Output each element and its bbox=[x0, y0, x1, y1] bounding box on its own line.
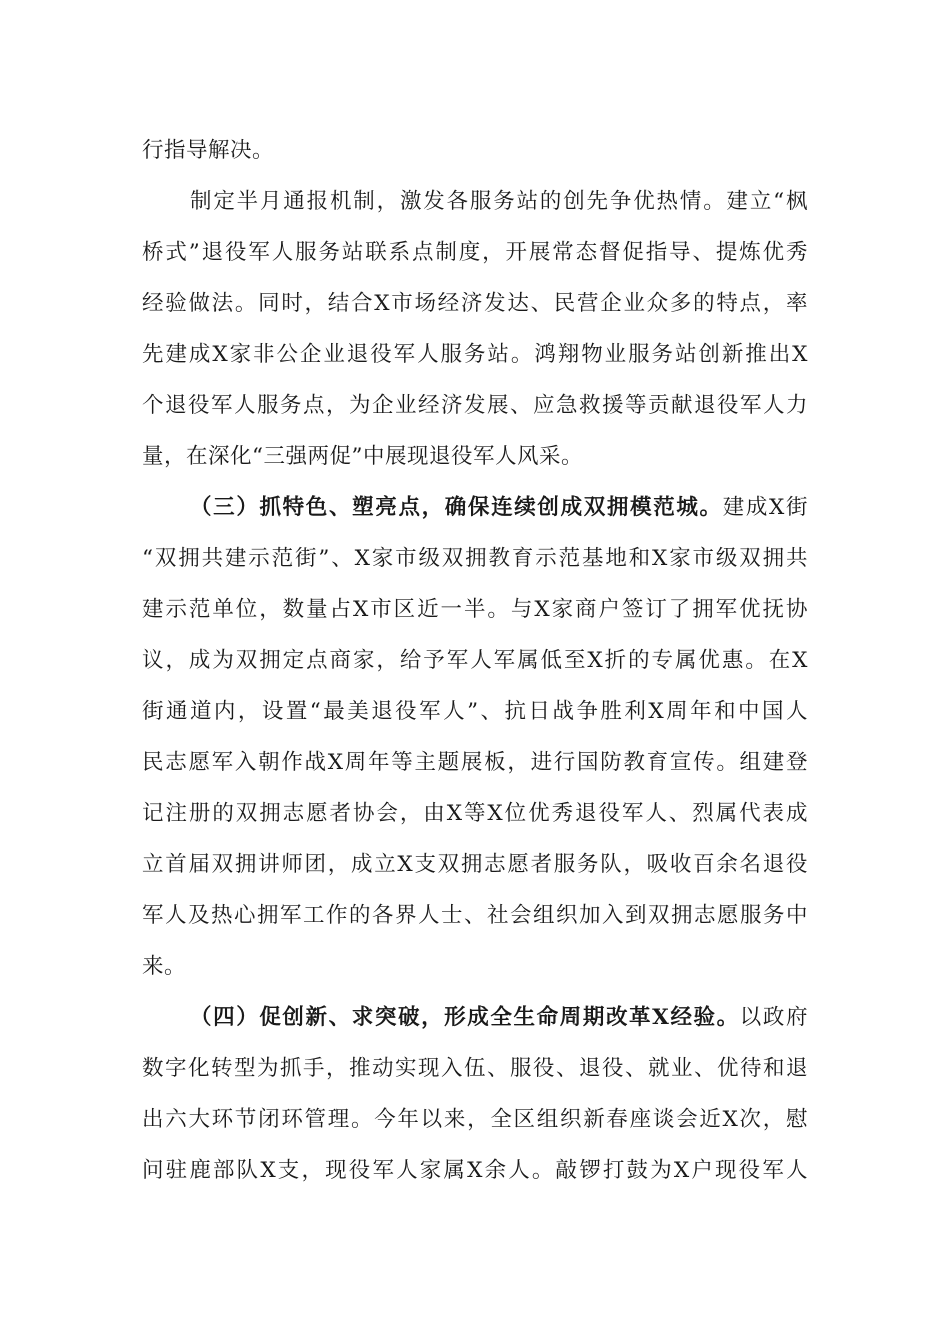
paragraph-line: 记注册的双拥志愿者协会，由X等X位优秀退役军人、烈属代表成 bbox=[142, 801, 808, 826]
paragraph-text: 建成X街 bbox=[722, 495, 808, 520]
section-heading-4: （四）促创新、求突破，形成全生命周期改革X经验。 bbox=[190, 1005, 740, 1030]
paragraph-line: 个退役军人服务点，为企业经济发展、应急救援等贡献退役军人力 bbox=[142, 393, 808, 418]
paragraph-line: 军人及热心拥军工作的各界人士、社会组织加入到双拥志愿服务中 bbox=[142, 903, 808, 928]
paragraph-text: 以政府 bbox=[739, 1005, 808, 1030]
section-heading-line bbox=[190, 1003, 808, 1033]
section-heading-line bbox=[190, 493, 808, 523]
paragraph-line: “双拥共建示范街”、X家市级双拥教育示范基地和X家市级双拥共 bbox=[142, 546, 808, 571]
paragraph-line: 数字化转型为抓手，推动实现入伍、服役、退役、就业、优待和退 bbox=[142, 1056, 808, 1081]
paragraph-line: 建示范单位，数量占X市区近一半。与X家商户签订了拥军优抚协 bbox=[142, 597, 808, 622]
paragraph-line: 行指导解决。 bbox=[142, 138, 275, 163]
paragraph-line: 立首届双拥讲师团，成立X支双拥志愿者服务队，吸收百余名退役 bbox=[142, 852, 808, 877]
paragraph-line: 议，成为双拥定点商家，给予军人军属低至X折的专属优惠。在X bbox=[142, 648, 808, 673]
paragraph-line: 街通道内，设置“最美退役军人”、抗日战争胜利X周年和中国人 bbox=[142, 699, 808, 724]
section-heading-3: （三）抓特色、塑亮点，确保连续创成双拥模范城。 bbox=[190, 495, 723, 520]
paragraph-line: 经验做法。同时，结合X市场经济发达、民营企业众多的特点，率 bbox=[142, 291, 808, 316]
paragraph-line: 量，在深化“三强两促”中展现退役军人风采。 bbox=[142, 444, 583, 469]
paragraph-line: 问驻鹿部队X支，现役军人家属X余人。敲锣打鼓为X户现役军人 bbox=[142, 1158, 808, 1183]
paragraph-line: 制定半月通报机制，激发各服务站的创先争优热情。建立“枫 bbox=[190, 189, 808, 214]
paragraph-line: 先建成X家非公企业退役军人服务站。鸿翔物业服务站创新推出X bbox=[142, 342, 808, 367]
paragraph-line: 出六大环节闭环管理。今年以来，全区组织新春座谈会近X次，慰 bbox=[142, 1107, 808, 1132]
paragraph-line: 桥式”退役军人服务站联系点制度，开展常态督促指导、提炼优秀 bbox=[142, 240, 808, 265]
paragraph-line: 来。 bbox=[142, 954, 187, 979]
paragraph-line: 民志愿军入朝作战X周年等主题展板，进行国防教育宣传。组建登 bbox=[142, 750, 808, 775]
